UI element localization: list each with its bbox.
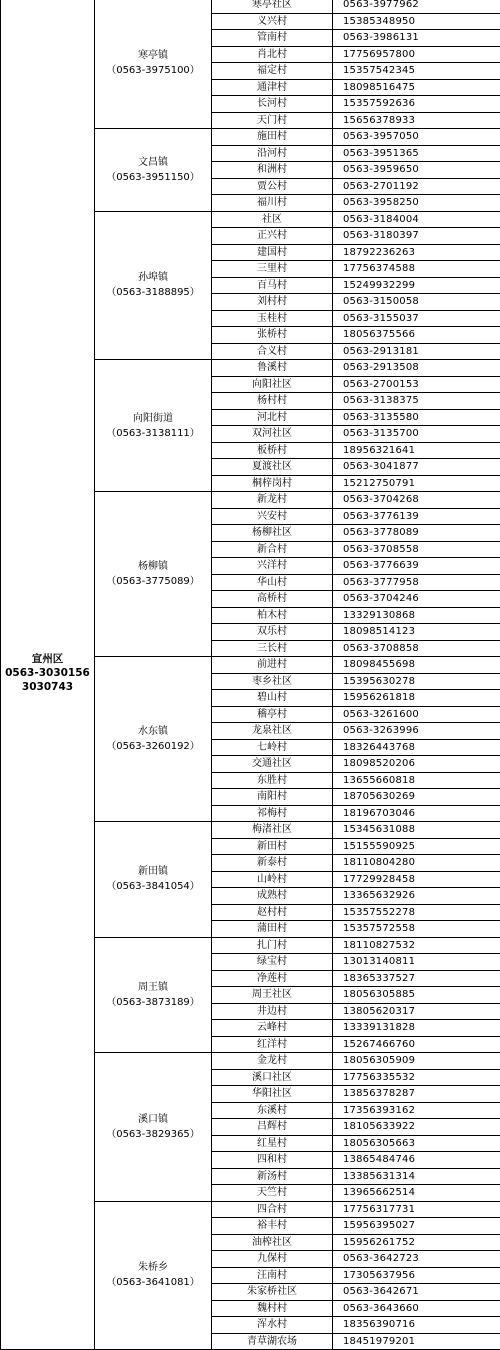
town-cell: [95, 822, 212, 938]
village-name: 夏渡社区: [212, 459, 333, 476]
town-phone: （0563-3873189）: [95, 995, 211, 1010]
town-cell: [95, 0, 212, 129]
village-name: 桐梓岗村: [212, 475, 333, 492]
village-phone: 13805620317: [333, 1003, 500, 1020]
town-phone: （0563-3138111）: [95, 426, 211, 441]
village-name: 周王社区: [212, 987, 333, 1004]
village-name: 魏村村: [212, 1300, 333, 1317]
village-name: 浑水村: [212, 1317, 333, 1334]
village-name: 朱家桥社区: [212, 1284, 333, 1301]
village-phone: 18705630269: [333, 789, 500, 806]
village-phone: 0563-3135700: [333, 426, 500, 443]
village-phone: 18326443768: [333, 739, 500, 756]
village-phone: 15267466760: [333, 1036, 500, 1053]
village-phone: 18098520206: [333, 756, 500, 773]
village-phone: 0563-3642723: [333, 1251, 500, 1268]
village-phone: 0563-3776139: [333, 508, 500, 525]
village-phone: 0563-3184004: [333, 211, 500, 228]
village-name: 山岭村: [212, 871, 333, 888]
village-name: 梅渚社区: [212, 822, 333, 839]
village-name: 社区: [212, 211, 333, 228]
village-name: 长河村: [212, 96, 333, 113]
town-phone: （0563-3188895）: [95, 285, 211, 300]
village-name: 张桥村: [212, 327, 333, 344]
town-cell: [95, 129, 212, 212]
village-phone: 17756374588: [333, 261, 500, 278]
village-phone: 0563-3708558: [333, 541, 500, 558]
village-phone: 17729928458: [333, 871, 500, 888]
village-phone: 0563-3708858: [333, 640, 500, 657]
town-name: 溪口镇: [95, 1112, 211, 1127]
village-name: 寒亭社区: [212, 0, 333, 13]
village-phone: 18365337527: [333, 970, 500, 987]
village-phone: 0563-3704246: [333, 591, 500, 608]
village-name: 九保村: [212, 1251, 333, 1268]
village-name: 云峰村: [212, 1020, 333, 1037]
town-cell: [95, 937, 212, 1053]
village-name: 华山村: [212, 574, 333, 591]
village-name: 双河社区: [212, 426, 333, 443]
village-phone: 18105633922: [333, 1119, 500, 1136]
village-phone: 0563-3150058: [333, 294, 500, 311]
village-name: 绿宝村: [212, 954, 333, 971]
town-phone: （0563-3775089）: [95, 574, 211, 589]
village-phone: 17356393162: [333, 1102, 500, 1119]
town-name: 水东镇: [95, 724, 211, 739]
village-phone: 15357552278: [333, 904, 500, 921]
village-name: 新汤村: [212, 1168, 333, 1185]
village-name: 井边村: [212, 1003, 333, 1020]
village-name: 杨柳社区: [212, 525, 333, 542]
town-phone: （0563-3841054）: [95, 879, 211, 894]
village-name: 新泰村: [212, 855, 333, 872]
town-name: 孙埠镇: [95, 270, 211, 285]
village-phone: 18196703046: [333, 805, 500, 822]
village-phone: 13339131828: [333, 1020, 500, 1037]
village-name: 蒲田村: [212, 921, 333, 938]
town-cell: [95, 1053, 212, 1202]
town-cell: [95, 657, 212, 822]
village-name: 杨村村: [212, 393, 333, 410]
town-name: 寒亭镇: [95, 48, 211, 63]
village-name: 前进村: [212, 657, 333, 674]
village-name: 祁梅村: [212, 805, 333, 822]
village-phone: 13965662514: [333, 1185, 500, 1202]
district-phone: 3030743: [1, 680, 94, 694]
village-name: 沿河村: [212, 145, 333, 162]
village-phone: 0563-3263996: [333, 723, 500, 740]
village-name: 东胜村: [212, 772, 333, 789]
village-name: 兴安村: [212, 508, 333, 525]
village-phone: 0563-3986131: [333, 30, 500, 47]
village-name: 红星村: [212, 1135, 333, 1152]
village-phone: 15656378933: [333, 112, 500, 129]
town-cell: [95, 492, 212, 657]
village-phone: 0563-3041877: [333, 459, 500, 476]
village-phone: 0563-3704268: [333, 492, 500, 509]
town-phone: （0563-3951150）: [95, 170, 211, 185]
village-phone: 0563-3261600: [333, 706, 500, 723]
village-name: 赵村村: [212, 904, 333, 921]
village-phone: 15395630278: [333, 673, 500, 690]
village-phone: 18098455698: [333, 657, 500, 674]
village-name: 南阳村: [212, 789, 333, 806]
village-phone: 13865484746: [333, 1152, 500, 1169]
village-phone: 18110827532: [333, 937, 500, 954]
village-phone: 0563-3180397: [333, 228, 500, 245]
village-name: 百马村: [212, 277, 333, 294]
town-name: 向阳街道: [95, 411, 211, 426]
table-row: [1, 0, 500, 13]
town-name: 杨柳镇: [95, 559, 211, 574]
town-cell: [95, 211, 212, 360]
village-phone: 17305637956: [333, 1267, 500, 1284]
village-name: 扎门村: [212, 937, 333, 954]
village-phone: 0563-3776639: [333, 558, 500, 575]
village-phone: 18056305885: [333, 987, 500, 1004]
village-name: 合义村: [212, 343, 333, 360]
village-name: 贾公村: [212, 178, 333, 195]
town-cell: [95, 1201, 212, 1350]
village-phone: 0563-3957050: [333, 129, 500, 146]
village-phone: 0563-3977962: [333, 0, 500, 13]
village-phone: 0563-3642671: [333, 1284, 500, 1301]
town-name: 文昌镇: [95, 155, 211, 170]
village-phone: 15956395027: [333, 1218, 500, 1235]
village-phone: 15345631088: [333, 822, 500, 839]
village-phone: 13655660818: [333, 772, 500, 789]
village-name: 溪口社区: [212, 1069, 333, 1086]
village-name: 建国村: [212, 244, 333, 261]
village-name: 兴洋村: [212, 558, 333, 575]
village-phone: 15249932299: [333, 277, 500, 294]
village-name: 管南村: [212, 30, 333, 47]
town-phone: （0563-3829365）: [95, 1127, 211, 1142]
village-phone: 13385631314: [333, 1168, 500, 1185]
village-name: 柏木村: [212, 607, 333, 624]
village-name: 稽亭村: [212, 706, 333, 723]
town-phone: （0563-3260192）: [95, 739, 211, 754]
town-phone: （0563-3641081）: [95, 1275, 211, 1290]
village-name: 四合村: [212, 1201, 333, 1218]
village-name: 东溪村: [212, 1102, 333, 1119]
village-name: 新合村: [212, 541, 333, 558]
village-name: 龙泉社区: [212, 723, 333, 740]
village-phone: 18792236263: [333, 244, 500, 261]
village-name: 正兴村: [212, 228, 333, 245]
village-phone: 15357592636: [333, 96, 500, 113]
village-phone: 13365632926: [333, 888, 500, 905]
village-phone: 0563-3155037: [333, 310, 500, 327]
village-phone: 0563-2701192: [333, 178, 500, 195]
village-phone: 0563-2913181: [333, 343, 500, 360]
village-phone: 0563-2700153: [333, 376, 500, 393]
village-name: 板桥村: [212, 442, 333, 459]
town-name: 周王镇: [95, 980, 211, 995]
village-phone: 0563-3958250: [333, 195, 500, 212]
village-name: 河北村: [212, 409, 333, 426]
village-name: 福川村: [212, 195, 333, 212]
district-cell: [1, 0, 95, 1350]
town-name: 新田镇: [95, 864, 211, 879]
village-phone: 18056375566: [333, 327, 500, 344]
village-name: 天竺村: [212, 1185, 333, 1202]
village-name: 金龙村: [212, 1053, 333, 1070]
village-name: 鲁溪村: [212, 360, 333, 377]
village-phone: 0563-3959650: [333, 162, 500, 179]
village-name: 成熟村: [212, 888, 333, 905]
village-name: 双乐村: [212, 624, 333, 641]
village-name: 四和村: [212, 1152, 333, 1169]
village-phone: 18098516475: [333, 79, 500, 96]
village-phone: 15956261818: [333, 690, 500, 707]
village-phone: 0563-3951365: [333, 145, 500, 162]
village-phone: 0563-3778089: [333, 525, 500, 542]
village-phone: 18956321641: [333, 442, 500, 459]
district-phone: 0563-3030156: [1, 666, 94, 680]
village-name: 新田村: [212, 838, 333, 855]
village-phone: 18356390716: [333, 1317, 500, 1334]
village-name: 三里村: [212, 261, 333, 278]
village-name: 福定村: [212, 63, 333, 80]
village-phone: 17756335532: [333, 1069, 500, 1086]
village-name: 油榨社区: [212, 1234, 333, 1251]
village-phone: 15155590925: [333, 838, 500, 855]
village-name: 和洲村: [212, 162, 333, 179]
village-name: 红洋村: [212, 1036, 333, 1053]
village-phone: 18098514123: [333, 624, 500, 641]
village-name: 新龙村: [212, 492, 333, 509]
village-phone: 17756957800: [333, 46, 500, 63]
town-phone: （0563-3975100）: [95, 63, 211, 78]
district-name: 宣州区: [1, 652, 94, 666]
village-name: 施田村: [212, 129, 333, 146]
town-name: 朱桥乡: [95, 1260, 211, 1275]
village-phone: 0563-2913508: [333, 360, 500, 377]
village-phone: 17756317731: [333, 1201, 500, 1218]
village-phone: 13856378287: [333, 1086, 500, 1103]
village-phone: 13013140811: [333, 954, 500, 971]
village-phone: 18110804280: [333, 855, 500, 872]
village-name: 华阳社区: [212, 1086, 333, 1103]
village-name: 交通社区: [212, 756, 333, 773]
village-name: 裕丰村: [212, 1218, 333, 1235]
village-name: 玉桂村: [212, 310, 333, 327]
village-name: 高桥村: [212, 591, 333, 608]
village-name: 通津村: [212, 79, 333, 96]
village-name: 碧山村: [212, 690, 333, 707]
village-phone: 15956261752: [333, 1234, 500, 1251]
village-phone: 15212750791: [333, 475, 500, 492]
village-phone: 0563-3643660: [333, 1300, 500, 1317]
village-phone: 15357572558: [333, 921, 500, 938]
village-name: 向阳社区: [212, 376, 333, 393]
village-name: 刘村村: [212, 294, 333, 311]
village-phone: 18056305909: [333, 1053, 500, 1070]
village-phone: 18056305663: [333, 1135, 500, 1152]
village-name: 肖北村: [212, 46, 333, 63]
village-name: 青草湖农场: [212, 1333, 333, 1350]
village-name: 义兴村: [212, 13, 333, 30]
village-name: 汪南村: [212, 1267, 333, 1284]
village-name: 天门村: [212, 112, 333, 129]
town-cell: [95, 360, 212, 492]
village-phone: 15357542345: [333, 63, 500, 80]
village-name: 七岭村: [212, 739, 333, 756]
village-phone: 0563-3138375: [333, 393, 500, 410]
village-name: 净莲村: [212, 970, 333, 987]
village-name: 三长村: [212, 640, 333, 657]
village-name: 枣乡社区: [212, 673, 333, 690]
village-phone: 0563-3135580: [333, 409, 500, 426]
village-phone: 0563-3777958: [333, 574, 500, 591]
village-phone: 15385348950: [333, 13, 500, 30]
village-name: 吕辉村: [212, 1119, 333, 1136]
village-phone: 13329130868: [333, 607, 500, 624]
village-phone: 18451979201: [333, 1333, 500, 1350]
